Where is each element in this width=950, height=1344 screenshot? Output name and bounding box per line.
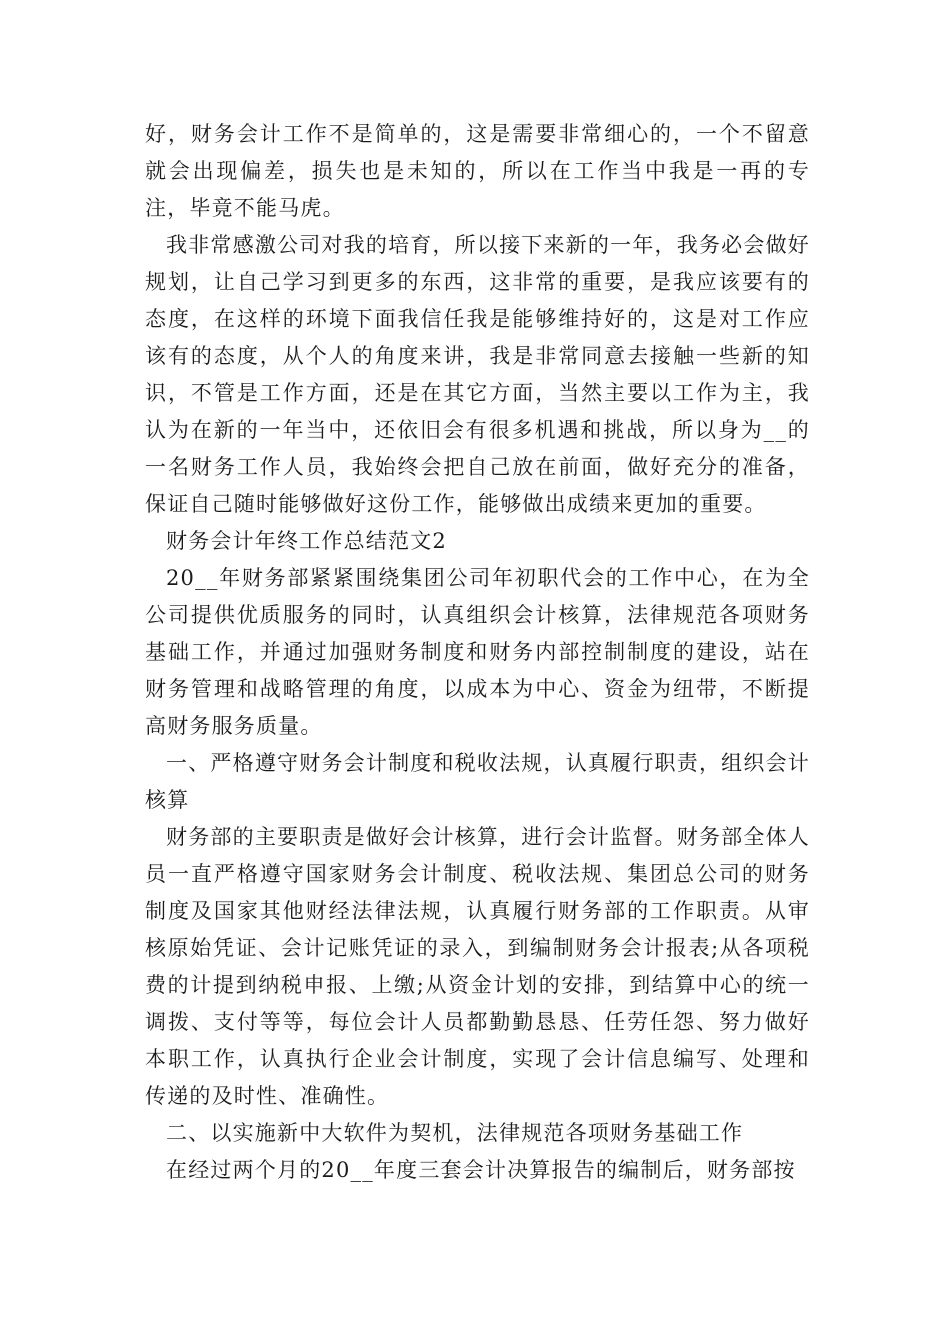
paragraph-1: 好，财务会计工作不是简单的，这是需要非常细心的，一个不留意就会出现偏差，损失也是未知的，所以在工作当中我是一再的专注，毕竟不能马虎。	[145, 122, 810, 220]
paragraph-5: 在经过两个月的20__年度三套会计决算报告的编制后，财务部按	[166, 1158, 796, 1182]
paragraph-4: 财务部的主要职责是做好会计核算，进行会计监督。财务部全体人员一直严格遵守国家财务会计制度、税收法规、集团总公司的财务制度及国家其他财经法律法规，认真履行财务部的工作职责。从审核原始凭证、会计记账凭证的录入，到编制财务会计报表;从各项税费的计提到纳税申报、上缴;从资金计划的安排，到结算中心的统一调拨、支付等等，每位会计人员都勤勤恳恳、任劳任怨、努力做好本职工作，认真执行企业会计制度，实现了会计信息编写、处理和传递的及时性、准确性。	[145, 825, 810, 1108]
subheading-1: 一、严格遵守财务会计制度和税收法规，认真履行职责，组织会计核算	[145, 751, 810, 812]
document-body	[145, 116, 810, 1189]
section-title: 财务会计年终工作总结范文2	[166, 529, 447, 553]
subheading-2: 二、以实施新中大软件为契机，法律规范各项财务基础工作	[166, 1121, 744, 1145]
paragraph-3: 20__年财务部紧紧围绕集团公司年初职代会的工作中心，在为全公司提供优质服务的同时，认真组织会计核算，法律规范各项财务基础工作，并通过加强财务制度和财务内部控制制度的建设，站在财务管理和战略管理的角度，以成本为中心、资金为纽带，不断提高财务服务质量。	[145, 566, 810, 738]
paragraph-2: 我非常感激公司对我的培育，所以接下来新的一年，我务必会做好规划，让自己学习到更多的东西，这非常的重要，是我应该要有的态度，在这样的环境下面我信任我是能够维持好的，这是对工作应该有的态度，从个人的角度来讲，我是非常同意去接触一些新的知识，不管是工作方面，还是在其它方面，当然主要以工作为主，我认为在新的一年当中，还依旧会有很多机遇和挑战，所以身为__的一名财务工作人员，我始终会把自己放在前面，做好充分的准备，保证自己随时能够做好这份工作，能够做出成绩来更加的重要。	[145, 233, 810, 516]
